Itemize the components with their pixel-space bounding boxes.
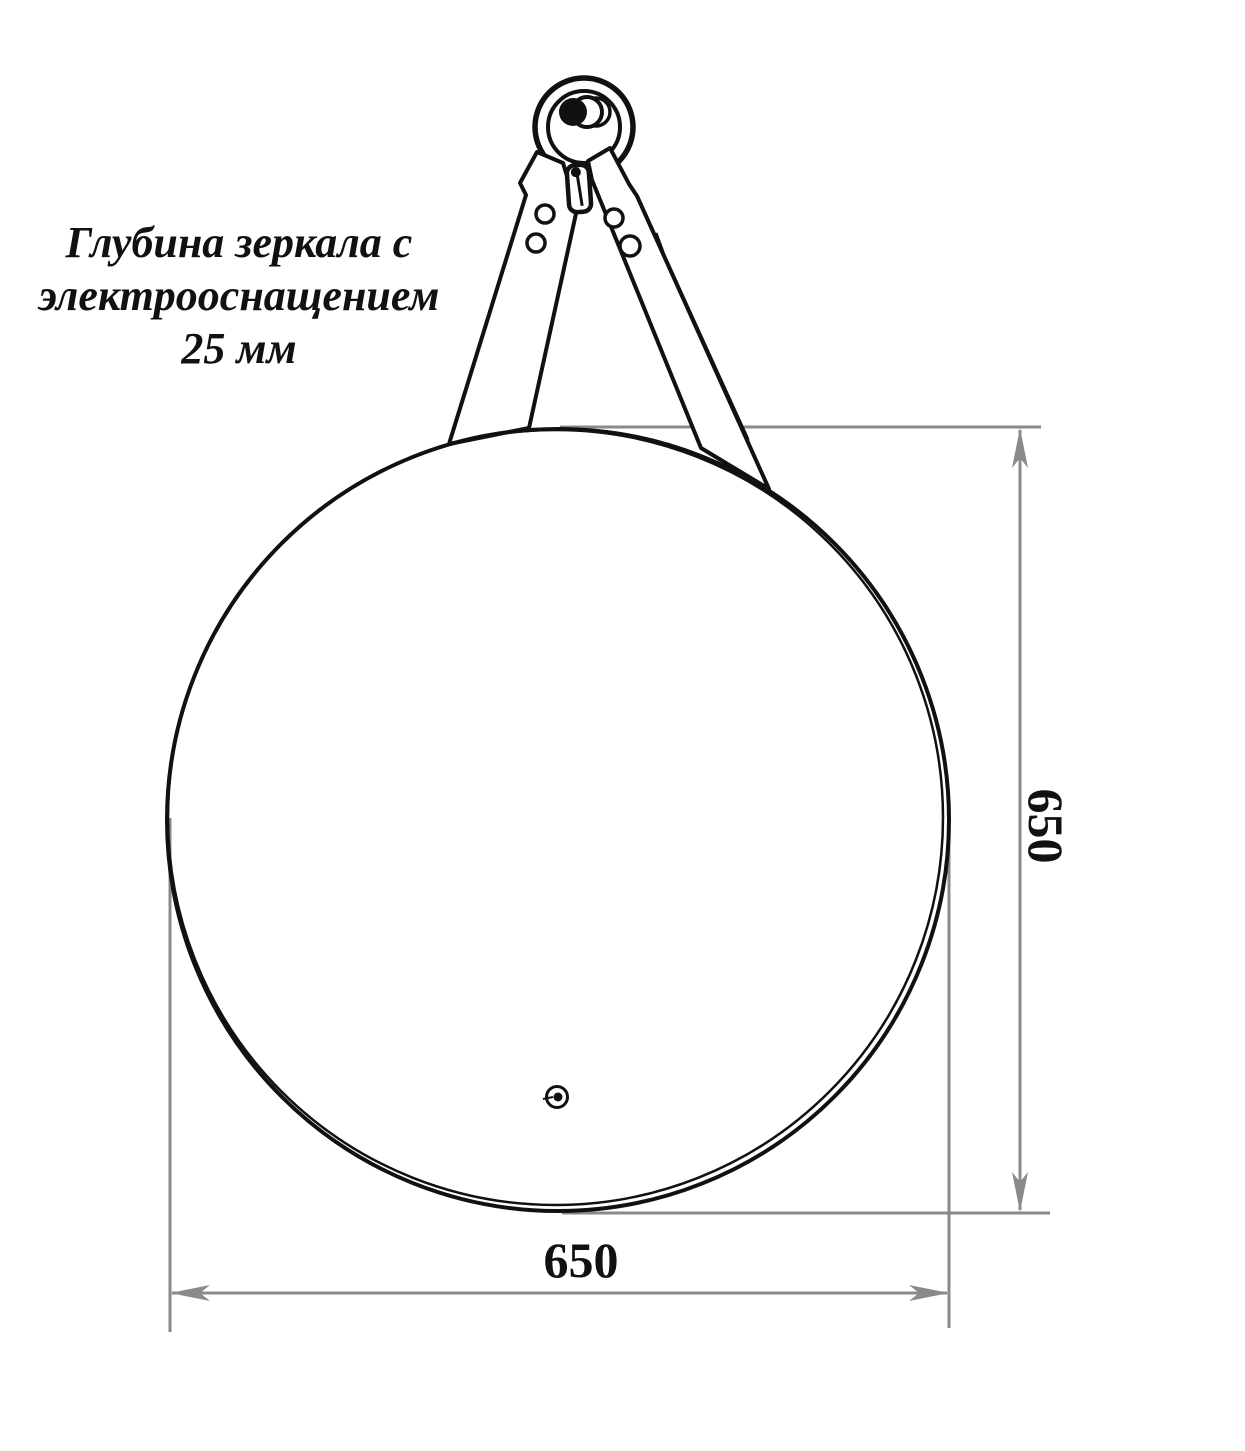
- rivet-icon: [620, 236, 640, 256]
- depth-annotation-line2: электрооснащением: [38, 271, 440, 320]
- hook-pin: [559, 97, 610, 127]
- strap-buckle: [566, 164, 591, 212]
- straps: [449, 148, 769, 489]
- rivet-icon: [527, 234, 545, 252]
- depth-annotation-line1: Глубина зеркала с: [65, 218, 413, 267]
- rivet-icon: [536, 205, 554, 223]
- rivet-icon: [605, 209, 623, 227]
- depth-annotation: [8, 216, 470, 375]
- vertical-dimension-value: 650: [1018, 788, 1074, 864]
- hook-pin-head: [559, 98, 587, 126]
- depth-annotation-line3: 25 мм: [181, 324, 297, 373]
- touch-sensor-dot: [554, 1093, 563, 1102]
- extension-lines: [170, 427, 1050, 1332]
- horizontal-dimension-value: 650: [543, 1232, 619, 1288]
- touch-sensor: [543, 1087, 568, 1108]
- right-strap: [588, 148, 769, 489]
